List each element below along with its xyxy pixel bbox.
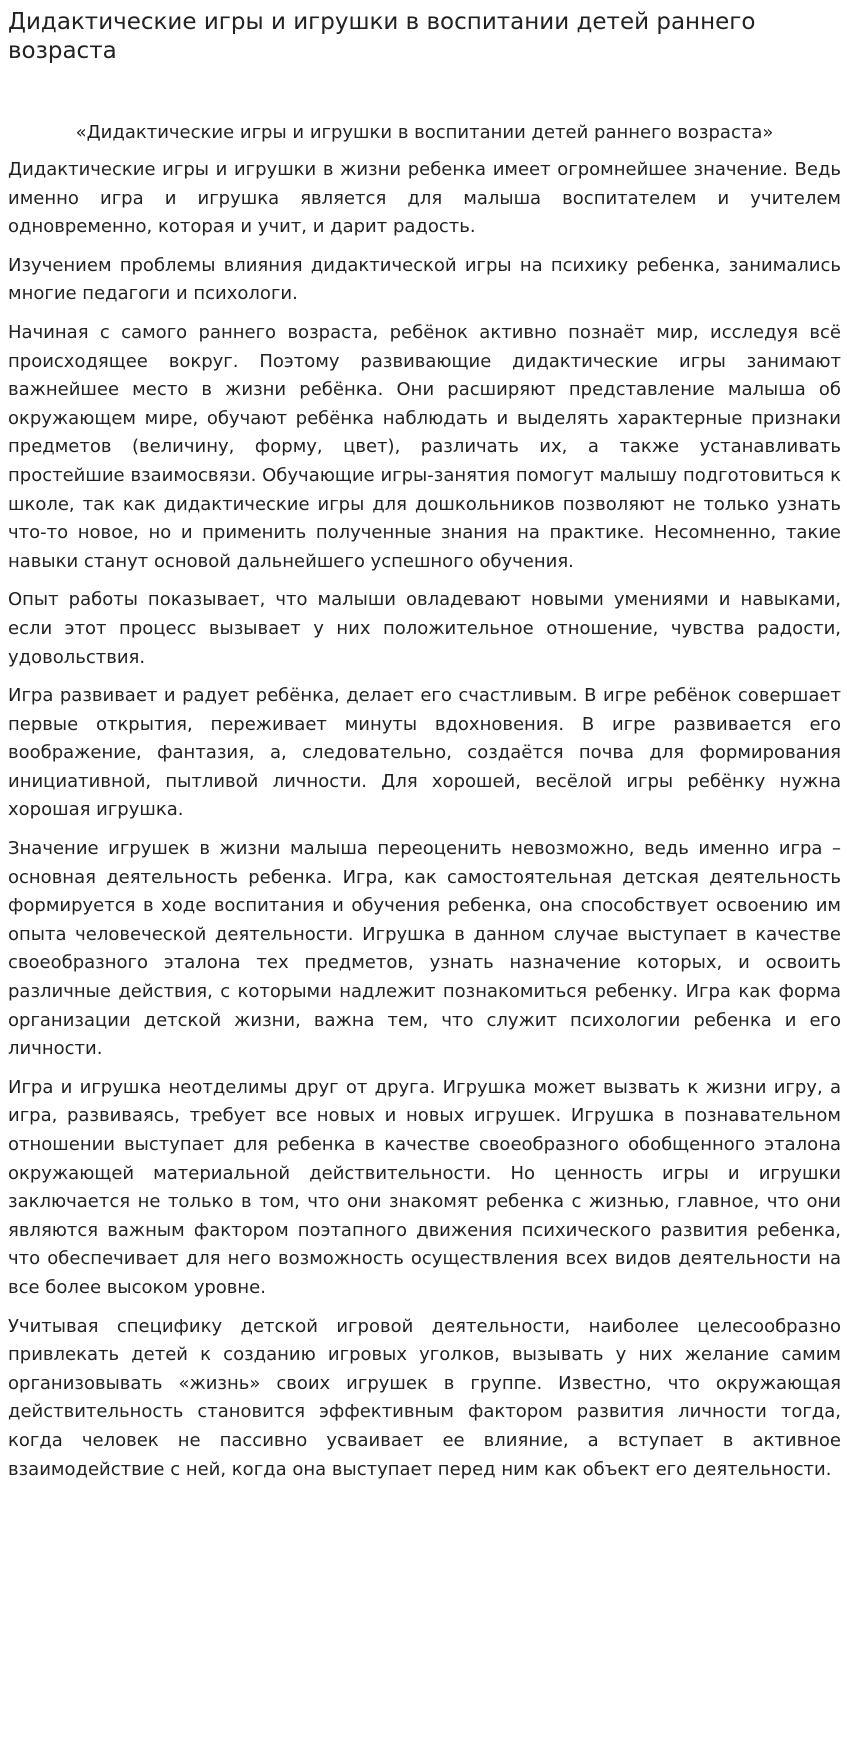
paragraph-4: Опыт работы показывает, что малыши овладевают новыми умениями и навыками, если этот процесс вызывает у них положительное отношение, чувства радости, удовольствия. [8, 589, 841, 668]
paragraph-3: Начиная с самого раннего возраста, ребёнок активно познаёт мир, исследуя всё происходящее вокруг. Поэтому развивающие дидактические игры занимают важнейшее место в жизни ребёнка. Они расширяют представление малыша об окружающем мире, обучают ребёнка наблюдать и выделять характерные признаки предметов (величину, форму, цвет), различать их, а также устанавливать простейшие взаимосвязи. Обучающие игры-занятия помогут малышу подготовиться к школе, так как дидактические игры для дошкольников позволяют не только узнать что-то новое, но и применить полученные знания на практике. Несомненно, такие навыки станут основой дальнейшего успешного обучения. [8, 321, 841, 572]
paragraph-5: Игра развивает и радует ребёнка, делает его счастливым. В игре ребёнок совершает первые открытия, переживает минуты вдохновения. В игре развивается его воображение, фантазия, а, следовательно, создаётся почва для формирования инициативной, пытливой личности. Для хорошей, весёлой игры ребёнку нужна хорошая игрушка. [8, 685, 841, 821]
paragraph-6: Значение игрушек в жизни малыша переоценить невозможно, ведь именно игра – основная деятельность ребенка. Игра, как самостоятельная детская деятельность формируется в ходе воспитания и обучения ребенка, она способствует освоению им опыта человеческой деятельности. Игрушка в данном случае выступает в качестве своеобразного эталона тех предметов, узнать назначение которых, и освоить различные действия, с которыми надлежит познакомиться ребенку. Игра как форма организации детской жизни, важна тем, что служит психологии ребенка и его личности. [8, 838, 841, 1060]
document-subtitle: «Дидактические игры и игрушки в воспитании детей раннего возраста» [75, 122, 774, 143]
paragraph-1: Дидактические игры и игрушки в жизни ребенка имеет огромнейшее значение. Ведь именно игра и игрушка является для малыша воспитателем и учителем одновременно, которая и учит, и дарит радость. [8, 159, 841, 238]
paragraph-7: Игра и игрушка неотделимы друг от друга. Игрушка может вызвать к жизни игру, а игра, развиваясь, требует все новых и новых игрушек. Игрушка в познавательном отношении выступает для ребенка в качестве своеобразного обобщенного эталона окружающей материальной действительности. Но ценность игры и игрушки заключается не только в том, что они знакомят ребенка с жизнью, главное, что они являются важным фактором поэтапного движения психического развития ребенка, что обеспечивает для него возможность осуществления всех видов деятельности на все более высоком уровне. [8, 1076, 841, 1298]
paragraph-2: Изучением проблемы влияния дидактической игры на психику ребенка, занимались многие педагоги и психологи. [8, 254, 841, 305]
paragraph-8: Учитывая специфику детской игровой деятельности, наиболее целесообразно привлекать детей к созданию игровых уголков, вызывать у них желание самим организовывать «жизнь» своих игрушек в группе. Известно, что окружающая действительность становится эффективным фактором развития личности тогда, когда человек не пассивно усваивает ее влияние, а вступает в активное взаимодействие с ней, когда она выступает перед ним как объект его деятельности. [8, 1315, 841, 1480]
page-title: Дидактические игры и игрушки в воспитании детей раннего возраста [8, 9, 756, 64]
